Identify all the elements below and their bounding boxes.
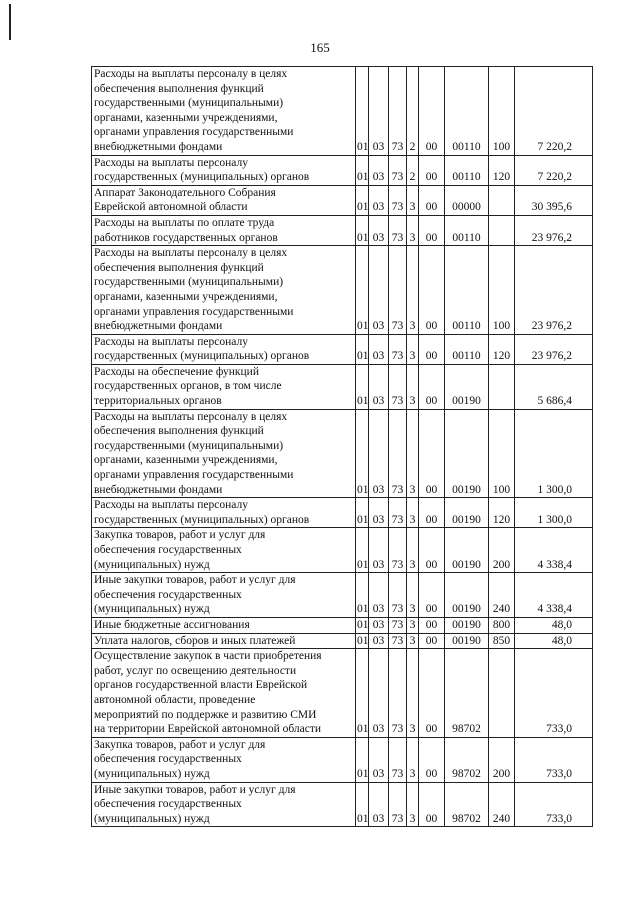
table-row [92, 185, 593, 215]
direction-code: 00 [419, 528, 445, 573]
program-code: 73 [389, 649, 407, 738]
expense-name-line: Расходы на выплаты персоналу [94, 499, 248, 512]
subprogram-code: 3 [407, 215, 419, 245]
expense-name [92, 633, 356, 649]
subsection-code: 03 [369, 633, 389, 649]
amount: 48,0 [515, 617, 593, 633]
expense-name-line: органами управления государственными [94, 469, 294, 482]
direction-code: 00 [419, 334, 445, 364]
program-code: 73 [389, 155, 407, 185]
expense-type-code: 100 [489, 67, 515, 156]
subprogram-code: 3 [407, 409, 419, 498]
expense-name-line: Аппарат Законодательного Собрания [94, 186, 276, 199]
expense-code: 98702 [445, 782, 489, 827]
table-row [92, 633, 593, 649]
section-code: 01 [356, 498, 369, 528]
expense-name-line: (муниципальных) нужд [94, 558, 210, 571]
program-code: 73 [389, 409, 407, 498]
section-code: 01 [356, 364, 369, 409]
program-code: 73 [389, 67, 407, 156]
expense-name-line: государственных (муниципальных) органов [94, 513, 310, 526]
direction-code: 00 [419, 737, 445, 782]
section-code: 01 [356, 782, 369, 827]
subsection-code: 03 [369, 67, 389, 156]
direction-code: 00 [419, 649, 445, 738]
page-number: 165 [310, 40, 330, 55]
program-code: 73 [389, 246, 407, 335]
subprogram-code: 3 [407, 633, 419, 649]
subprogram-code: 3 [407, 498, 419, 528]
table-row [92, 737, 593, 782]
expense-code: 00110 [445, 246, 489, 335]
amount: 4 338,4 [515, 528, 593, 573]
expense-name [92, 649, 356, 738]
subprogram-code: 3 [407, 364, 419, 409]
section-code: 01 [356, 246, 369, 335]
budget-table [91, 66, 593, 827]
program-code: 73 [389, 737, 407, 782]
expense-name-line: государственными (муниципальными) [94, 97, 284, 110]
expense-code: 00110 [445, 155, 489, 185]
expense-type-code: 800 [489, 617, 515, 633]
expense-name-line: Расходы на выплаты персоналу в целях [94, 247, 288, 260]
subsection-code: 03 [369, 155, 389, 185]
section-code: 01 [356, 409, 369, 498]
direction-code: 00 [419, 155, 445, 185]
expense-name-line: государственными (муниципальными) [94, 439, 284, 452]
expense-name-line: Расходы на выплаты персоналу [94, 335, 248, 348]
expense-code: 00110 [445, 215, 489, 245]
expense-type-code: 200 [489, 737, 515, 782]
section-code: 01 [356, 67, 369, 156]
direction-code: 00 [419, 67, 445, 156]
expense-name-line: Уплата налогов, сборов и иных платежей [94, 634, 296, 647]
amount: 1 300,0 [515, 498, 593, 528]
expense-name-line: Расходы на выплаты персоналу в целях [94, 410, 288, 423]
amount: 23 976,2 [515, 246, 593, 335]
expense-type-code: 120 [489, 155, 515, 185]
subsection-code: 03 [369, 409, 389, 498]
subprogram-code: 3 [407, 649, 419, 738]
amount: 4 338,4 [515, 573, 593, 618]
expense-type-code: 100 [489, 409, 515, 498]
subsection-code: 03 [369, 528, 389, 573]
expense-code: 98702 [445, 737, 489, 782]
expense-name-line: органами, казенными учреждениями, [94, 454, 278, 467]
expense-name [92, 67, 356, 156]
subsection-code: 03 [369, 617, 389, 633]
expense-name-line: органами управления государственными [94, 126, 294, 139]
expense-name-line: обеспечения выполнения функций [94, 82, 264, 95]
subprogram-code: 3 [407, 334, 419, 364]
direction-code: 00 [419, 782, 445, 827]
expense-type-code: 850 [489, 633, 515, 649]
subsection-code: 03 [369, 573, 389, 618]
table-row [92, 67, 593, 156]
expense-name-line: органами, казенными учреждениями, [94, 111, 278, 124]
expense-name-line: обеспечения государственных [94, 798, 242, 811]
expense-code: 00190 [445, 498, 489, 528]
table-row [92, 528, 593, 573]
expense-code: 00190 [445, 409, 489, 498]
program-code: 73 [389, 782, 407, 827]
expense-name-line: Закупка товаров, работ и услуг для [94, 738, 266, 751]
program-code: 73 [389, 617, 407, 633]
expense-name-line: территориальных органов [94, 395, 222, 408]
expense-type-code [489, 649, 515, 738]
expense-name-line: Расходы на выплаты персоналу [94, 156, 248, 169]
program-code: 73 [389, 215, 407, 245]
expense-name-line: Иные закупки товаров, работ и услуг для [94, 574, 296, 587]
expense-name-line: работ, услуг по освещению деятельности [94, 664, 297, 677]
expense-name [92, 155, 356, 185]
table-row [92, 498, 593, 528]
expense-name-line: обеспечения выполнения функций [94, 261, 264, 274]
expense-name-line: работников государственных органов [94, 231, 278, 244]
expense-name [92, 498, 356, 528]
expense-code: 98702 [445, 649, 489, 738]
amount: 7 220,2 [515, 67, 593, 156]
subprogram-code: 3 [407, 573, 419, 618]
section-code: 01 [356, 573, 369, 618]
expense-name-line: обеспечения государственных [94, 544, 242, 556]
section-code: 01 [356, 528, 369, 573]
expense-type-code [489, 185, 515, 215]
section-code: 01 [356, 633, 369, 649]
expense-type-code: 240 [489, 573, 515, 618]
direction-code: 00 [419, 246, 445, 335]
expense-code: 00190 [445, 633, 489, 649]
expense-name-line: (муниципальных) нужд [94, 812, 210, 825]
subsection-code: 03 [369, 246, 389, 335]
section-code: 01 [356, 649, 369, 738]
expense-name [92, 246, 356, 335]
expense-name-line: обеспечения выполнения функций [94, 425, 264, 438]
direction-code: 00 [419, 215, 445, 245]
amount: 30 395,6 [515, 185, 593, 215]
expense-name-line: внебюджетными фондами [94, 320, 223, 333]
subprogram-code: 3 [407, 617, 419, 633]
program-code: 73 [389, 185, 407, 215]
direction-code: 00 [419, 498, 445, 528]
expense-name-line: внебюджетными фондами [94, 140, 223, 153]
expense-type-code [489, 215, 515, 245]
expense-name-line: органов государственной власти Еврейской [94, 679, 308, 692]
expense-type-code: 240 [489, 782, 515, 827]
expense-name [92, 737, 356, 782]
expense-code: 00190 [445, 617, 489, 633]
expense-name [92, 185, 356, 215]
amount: 733,0 [515, 737, 593, 782]
expense-name-line: Осуществление закупок в части приобретения [94, 650, 322, 663]
expense-name-line: органами управления государственными [94, 305, 294, 318]
program-code: 73 [389, 573, 407, 618]
expense-name-line: на территории Еврейской автономной области [94, 723, 322, 736]
expense-name [92, 334, 356, 364]
program-code: 73 [389, 364, 407, 409]
subprogram-code: 3 [407, 737, 419, 782]
subprogram-code: 2 [407, 67, 419, 156]
expense-code: 00190 [445, 573, 489, 618]
expense-type-code [489, 364, 515, 409]
margin-mark [9, 4, 11, 40]
expense-type-code: 100 [489, 246, 515, 335]
expense-code: 00190 [445, 528, 489, 573]
table-row [92, 782, 593, 827]
amount: 733,0 [515, 649, 593, 738]
expense-name-line: внебюджетными фондами [94, 483, 223, 496]
expense-name [92, 364, 356, 409]
amount: 23 976,2 [515, 334, 593, 364]
expense-name-line: Иные закупки товаров, работ и услуг для [94, 783, 296, 796]
section-code: 01 [356, 185, 369, 215]
subsection-code: 03 [369, 649, 389, 738]
expense-name [92, 215, 356, 245]
expense-name-line: органами, казенными учреждениями, [94, 290, 278, 303]
subprogram-code: 3 [407, 782, 419, 827]
expense-name-line: Расходы на выплаты по оплате труда [94, 216, 275, 229]
expense-type-code: 120 [489, 498, 515, 528]
expense-name-line: государственными (муниципальными) [94, 276, 284, 289]
expense-name-line: обеспечения государственных [94, 588, 242, 601]
expense-name-line: Иные бюджетные ассигнования [94, 618, 250, 631]
table-row [92, 649, 593, 738]
program-code: 73 [389, 528, 407, 573]
expense-name-line: Еврейской автономной области [94, 201, 248, 214]
direction-code: 00 [419, 573, 445, 618]
expense-code: 00110 [445, 334, 489, 364]
table-body [92, 67, 593, 827]
amount: 48,0 [515, 633, 593, 649]
section-code: 01 [356, 617, 369, 633]
subsection-code: 03 [369, 498, 389, 528]
table-row [92, 155, 593, 185]
direction-code: 00 [419, 617, 445, 633]
subsection-code: 03 [369, 364, 389, 409]
expense-code: 00190 [445, 364, 489, 409]
expense-name [92, 782, 356, 827]
subsection-code: 03 [369, 215, 389, 245]
section-code: 01 [356, 334, 369, 364]
table-row [92, 409, 593, 498]
table-row [92, 364, 593, 409]
subsection-code: 03 [369, 185, 389, 215]
expense-name [92, 573, 356, 618]
table-row [92, 246, 593, 335]
expense-name-line: автономной области, проведение [94, 693, 256, 706]
expense-name-line: Закупка товаров, работ и услуг для [94, 529, 266, 542]
subprogram-code: 3 [407, 528, 419, 573]
table-row [92, 573, 593, 618]
expense-name-line: государственных органов, в том числе [94, 380, 282, 393]
subprogram-code: 3 [407, 185, 419, 215]
expense-name [92, 409, 356, 498]
expense-type-code: 200 [489, 528, 515, 573]
subsection-code: 03 [369, 782, 389, 827]
expense-type-code: 120 [489, 334, 515, 364]
direction-code: 00 [419, 364, 445, 409]
section-code: 01 [356, 155, 369, 185]
amount: 7 220,2 [515, 155, 593, 185]
direction-code: 00 [419, 185, 445, 215]
program-code: 73 [389, 633, 407, 649]
expense-name-line: (муниципальных) нужд [94, 603, 210, 616]
section-code: 01 [356, 737, 369, 782]
subprogram-code: 2 [407, 155, 419, 185]
program-code: 73 [389, 334, 407, 364]
section-code: 01 [356, 215, 369, 245]
expense-code: 00110 [445, 67, 489, 156]
amount: 5 686,4 [515, 364, 593, 409]
expense-name-line: Расходы на выплаты персоналу в целях [94, 68, 288, 80]
subprogram-code: 3 [407, 246, 419, 335]
expense-name [92, 617, 356, 633]
table-row [92, 215, 593, 245]
expense-name-line: обеспечения государственных [94, 753, 242, 766]
expense-name-line: мероприятий по поддержке и развитию СМИ [94, 708, 317, 721]
amount: 733,0 [515, 782, 593, 827]
expense-name-line: (муниципальных) нужд [94, 767, 210, 780]
table-row [92, 617, 593, 633]
amount: 23 976,2 [515, 215, 593, 245]
expense-name [92, 528, 356, 573]
expense-name-line: государственных (муниципальных) органов [94, 350, 310, 363]
expense-name-line: Расходы на обеспечение функций [94, 365, 259, 378]
direction-code: 00 [419, 409, 445, 498]
subsection-code: 03 [369, 334, 389, 364]
table-row [92, 334, 593, 364]
amount: 1 300,0 [515, 409, 593, 498]
direction-code: 00 [419, 633, 445, 649]
program-code: 73 [389, 498, 407, 528]
expense-name-line: государственных (муниципальных) органов [94, 171, 310, 184]
subsection-code: 03 [369, 737, 389, 782]
expense-code: 00000 [445, 185, 489, 215]
